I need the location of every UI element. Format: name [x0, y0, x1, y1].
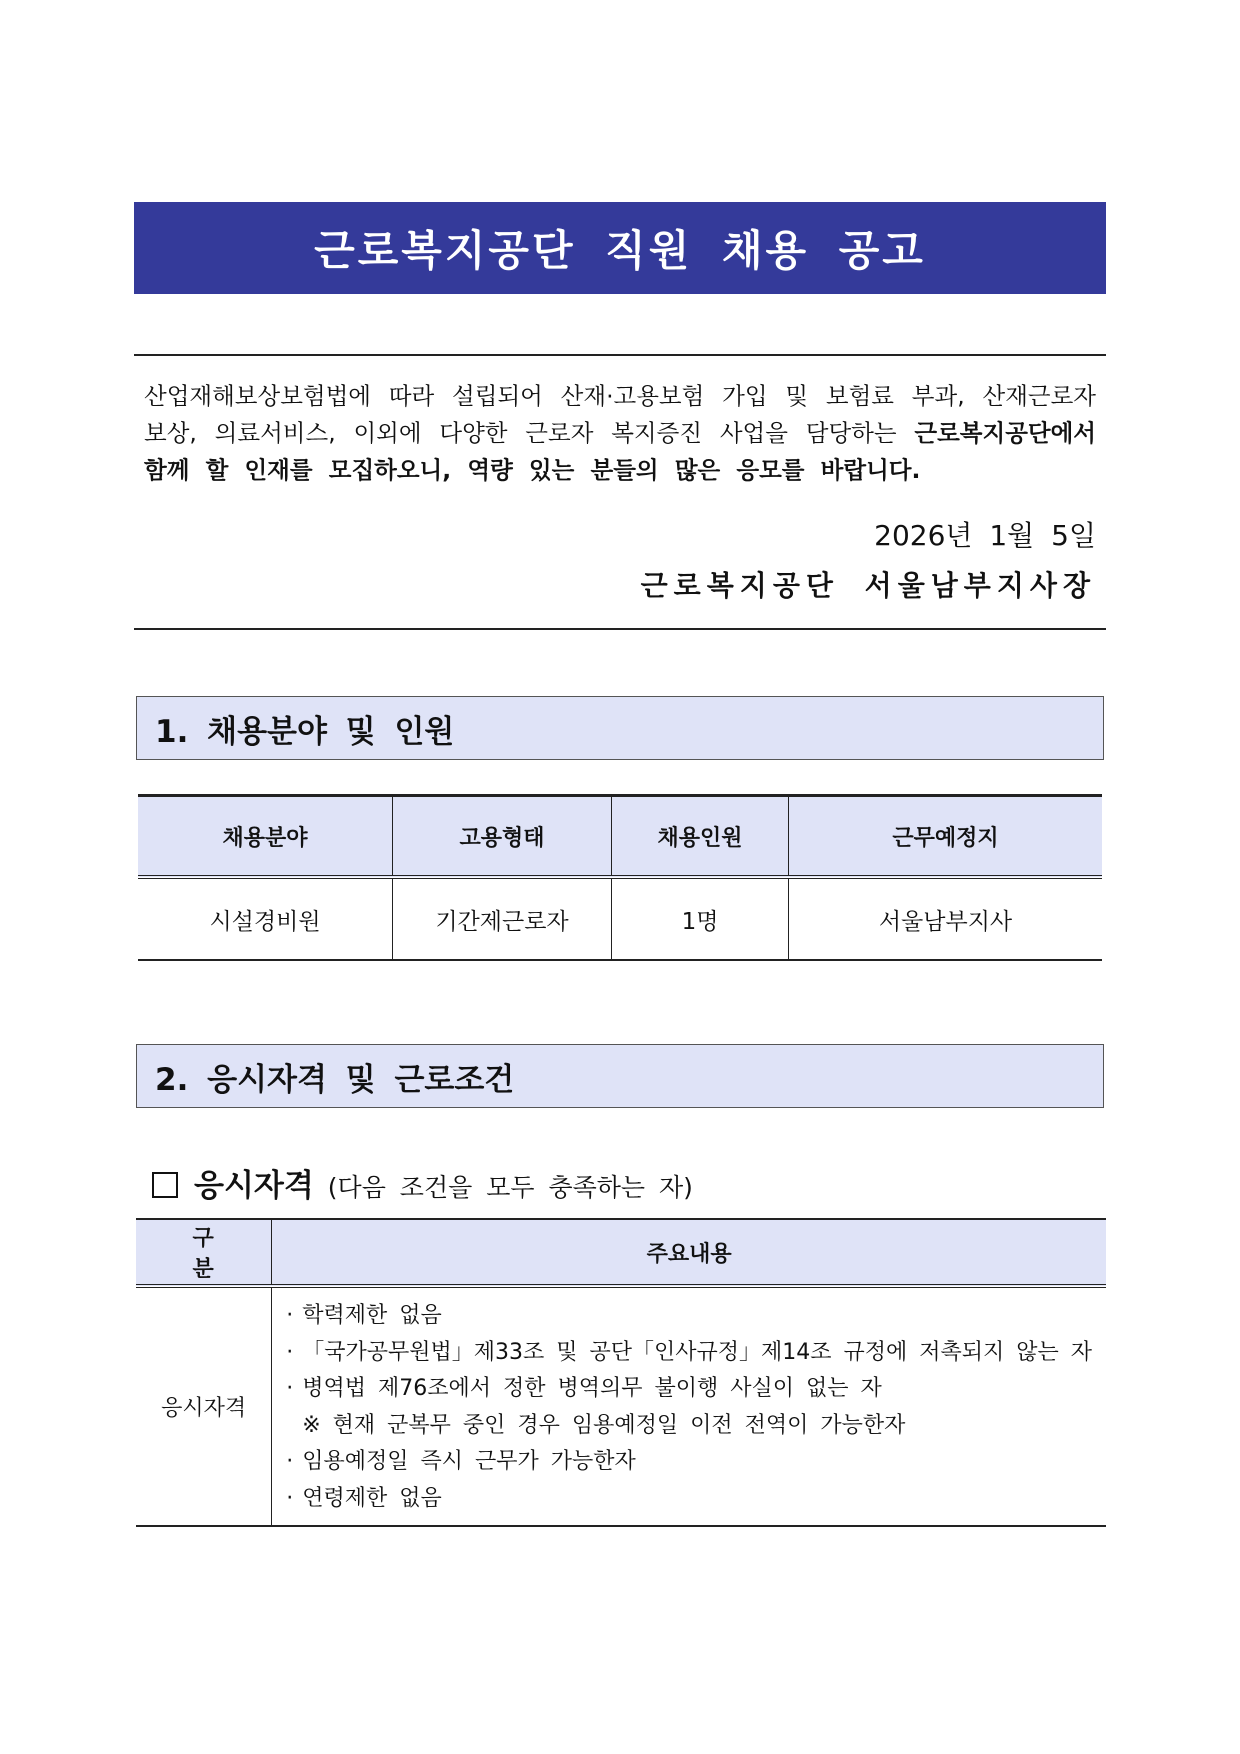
column-header: 채용분야: [138, 796, 393, 878]
intro-section: [134, 354, 1106, 630]
qualification-table: [136, 1218, 1106, 1527]
recruitment-table: [138, 794, 1102, 961]
subheading-note: (다음 조건을 모두 충족하는 자): [327, 1173, 693, 1202]
announcement-date: 2026년 1월 5일: [874, 519, 1096, 552]
column-header: 채용인원: [612, 796, 789, 878]
list-item: [286, 1371, 1092, 1408]
list-item-text: 연령제한 없음: [302, 1485, 442, 1511]
bullet-mark: ·: [286, 1485, 294, 1511]
intro-line-3-bold: 함께 할 인재를 모집하오니, 역량 있는 분들의 많은 응모를 바랍니다.: [144, 456, 921, 484]
list-item-text: ※ 현재 군복무 중인 경우 임용예정일 이전 전역이 가능한자: [302, 1412, 906, 1438]
list-item: [286, 1335, 1092, 1372]
table-header-row: [138, 796, 1102, 878]
bullet-mark: ·: [286, 1449, 294, 1474]
intro-line-1: 산업재해보상보험법에 따라 설립되어 산재·고용보험 가입 및 보험료 부과, 산재근로자: [144, 382, 1096, 410]
column-header: 주요내용: [272, 1219, 1106, 1286]
list-item-text: 학력제한 없음: [302, 1303, 442, 1328]
bullet-mark: ·: [286, 1339, 294, 1365]
column-header: 구 분: [136, 1219, 272, 1286]
table-cell: 시설경비원: [138, 877, 393, 960]
section-heading-1: [136, 696, 1104, 760]
page-title-banner: [134, 202, 1106, 294]
section-2-title: 2. 응시자격 및 근로조건: [155, 1061, 515, 1098]
table-row: [138, 877, 1102, 960]
list-item: [286, 1444, 1092, 1481]
list-item-note: [286, 1408, 1092, 1445]
checkbox-icon: [152, 1172, 178, 1198]
bullet-mark: ·: [286, 1376, 294, 1401]
issuer-name: 근로복지공단 서울남부지사장: [640, 569, 1096, 602]
section-heading-2: [136, 1044, 1104, 1108]
intro-line-2-bold: 근로복지공단에서: [914, 419, 1096, 447]
intro-line-3: [144, 452, 1096, 489]
column-header: 고용형태: [393, 796, 612, 878]
intro-line-2: [144, 415, 1096, 452]
table-row: [136, 1286, 1106, 1526]
table-cell: 1명: [612, 877, 789, 960]
bullet-mark: ·: [286, 1303, 294, 1328]
table-cell: 기간제근로자: [393, 877, 612, 960]
table-header-row: [136, 1219, 1106, 1286]
qualification-subheading: [152, 1160, 693, 1205]
section-1-title: 1. 채용분야 및 인원: [155, 713, 455, 750]
list-item-text: 병역법 제76조에서 정한 병역의무 불이행 사실이 없는 자: [302, 1376, 882, 1401]
table-cell: 서울남부지사: [789, 877, 1103, 960]
row-label: 응시자격: [136, 1286, 272, 1526]
list-item: [286, 1298, 1092, 1335]
intro-line-2-plain: 보상, 의료서비스, 이외에 다양한 근로자 복지증진 사업을 담당하는: [144, 419, 897, 447]
intro-paragraph: [144, 378, 1096, 489]
list-item-text: 「국가공무원법」제33조 및 공단「인사규정」제14조 규정에 저촉되지 않는 자: [302, 1339, 1092, 1365]
list-item-text: 임용예정일 즉시 근무가 가능한자: [302, 1449, 636, 1474]
list-item: [286, 1481, 1092, 1518]
qualification-list: [272, 1286, 1106, 1526]
column-header: 근무예정지: [789, 796, 1103, 878]
subheading-title: 응시자격: [194, 1168, 314, 1204]
page-title: 근로복지공단 직원 채용 공고: [314, 226, 926, 275]
